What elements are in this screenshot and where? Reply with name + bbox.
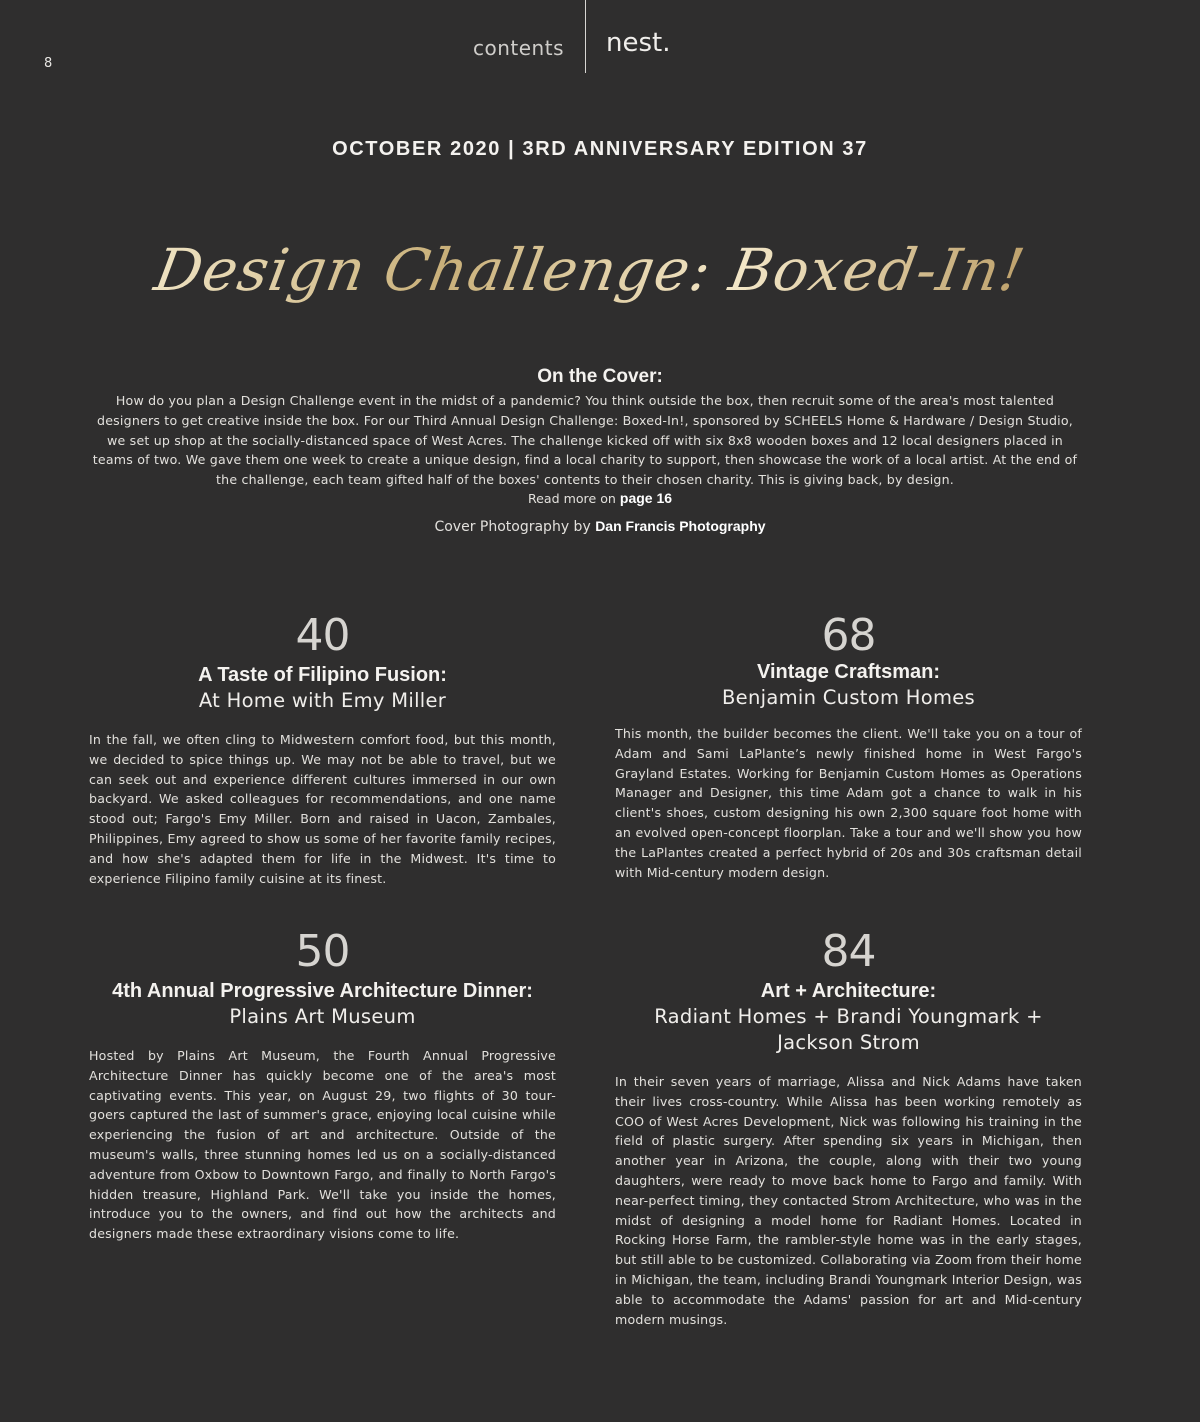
cover-heading: On the Cover: <box>537 366 663 387</box>
article-page-number: 84 <box>821 926 876 977</box>
article-summary: In their seven years of marriage, Alissa and Nick Adams have taken their lives cross-country. While Alissa has been working remotely as COO of West Acres Development, Nick was following his training in the field of plastic surgery. After spending six years in Michigan, then another year in Arizona, the couple, along with their two young daughters, were ready to move back home to Fargo and family. With near-perfect timing, they contacted Strom Architecture, who was in the midst of designing a model home for Radiant Homes. Located in Rocking Horse Farm, the rambler-style home was in the early stages, but still able to be customized. Collaborating via Zoom from their home in Michigan, the team, including Brandi Youngmark Interior Design, was able to accommodate the Adams' passion for art and Mid-century modern musings. <box>615 1074 1082 1327</box>
article-title: Vintage Craftsman: <box>756 661 940 683</box>
feature-title: Design Challenge: Boxed-In! <box>139 205 1042 335</box>
edition-line: OCTOBER 2020 | 3RD ANNIVERSARY EDITION 37 <box>332 138 868 160</box>
masthead <box>0 0 1200 74</box>
read-more-prefix: Read more on <box>527 491 620 506</box>
photo-credit <box>15 518 1185 535</box>
read-more <box>15 490 1185 506</box>
article-title: A Taste of Filipino Fusion: <box>198 664 447 686</box>
nest-logo: nest. <box>606 28 671 58</box>
article-50[interactable] <box>89 926 556 1244</box>
article-subtitle: Benjamin Custom Homes <box>721 686 976 709</box>
masthead-divider <box>585 0 586 73</box>
article-subtitle: Radiant Homes + Brandi Youngmark + Jackson Strom <box>654 1005 1043 1054</box>
article-summary: Hosted by Plains Art Museum, the Fourth Annual Progressive Architecture Dinner has quickly become one of the area's most captivating events. This year, on August 29, two flights of 30 tour-goers captured the last of summer's grace, enjoying local cuisine while experiencing the fusion of art and architecture. Outside of the museum's walls, three stunning homes led us on a socially-distanced adventure from Oxbow to Downtown Fargo, and finally to North Fargo's hidden treasure, Highland Park. We'll take you inside the homes, introduce you to the owners, and find out how the architects and designers made these extraordinary visions come to life. <box>89 1048 556 1242</box>
article-page-number: 68 <box>821 610 876 661</box>
article-page-number: 50 <box>295 926 350 977</box>
article-title: Art + Architecture: <box>760 980 937 1002</box>
cover-description: How do you plan a Design Challenge event in the midst of a pandemic? You think outside the box, then recruit some of the area's most talented designers to get creative inside the box. For our Third Annual Design Challenge: Boxed-In!, sponsored by SCHEELS Home & Hardware / Design Studio, we set up shop at the socially-distanced space of West Acres. The challenge kicked off with six 8x8 wooden boxes and 12 local designers placed in teams of two. We gave them one week to create a unique design, find a local charity to support, then showcase the work of a local artist. At the end of the challenge, each team gifted half of the boxes' contents to their chosen charity. This is giving back, by design. <box>92 393 1078 488</box>
article-40[interactable] <box>89 610 556 888</box>
article-subtitle: At Home with Emy Miller <box>198 689 447 712</box>
article-84[interactable] <box>615 926 1082 1329</box>
credit-prefix: Cover Photography by <box>434 519 596 535</box>
article-subtitle: Plains Art Museum <box>229 1005 416 1028</box>
article-68[interactable] <box>615 610 1082 882</box>
article-summary: This month, the builder becomes the client. We'll take you on a tour of Adam and Sami LaPlante’s newly finished home in West Fargo's Grayland Estates. Working for Benjamin Custom Homes as Operations Manager and Designer, this time Adam got a chance to walk in his client's shoes, custom designing his own 2,300 square foot home with an evolved open-concept floorplan. Take a tour and we'll show you how the LaPlantes created a perfect hybrid of 20s and 30s craftsman detail with Mid-century modern design. <box>615 726 1082 880</box>
article-title: 4th Annual Progressive Architecture Dinner: <box>112 980 533 1002</box>
credit-name: Dan Francis Photography <box>595 518 766 534</box>
read-more-page-link[interactable]: page 16 <box>619 490 673 506</box>
article-summary: In the fall, we often cling to Midwestern comfort food, but this month, we decided to spice things up. We may not be able to travel, but we can seek out and experience different cultures immersed in our own backyard. We asked colleagues for recommendations, and one name stood out; Fargo's Emy Miller. Born and raised in Uacon, Zambales, Philippines, Emy agreed to show us some of her favorite family recipes, and how she's adapted them for life in the Midwest. It's time to experience Filipino family cuisine at its finest. <box>89 732 556 886</box>
section-label: contents <box>473 36 564 60</box>
page-number: 8 <box>44 56 53 71</box>
article-page-number: 40 <box>295 610 350 661</box>
